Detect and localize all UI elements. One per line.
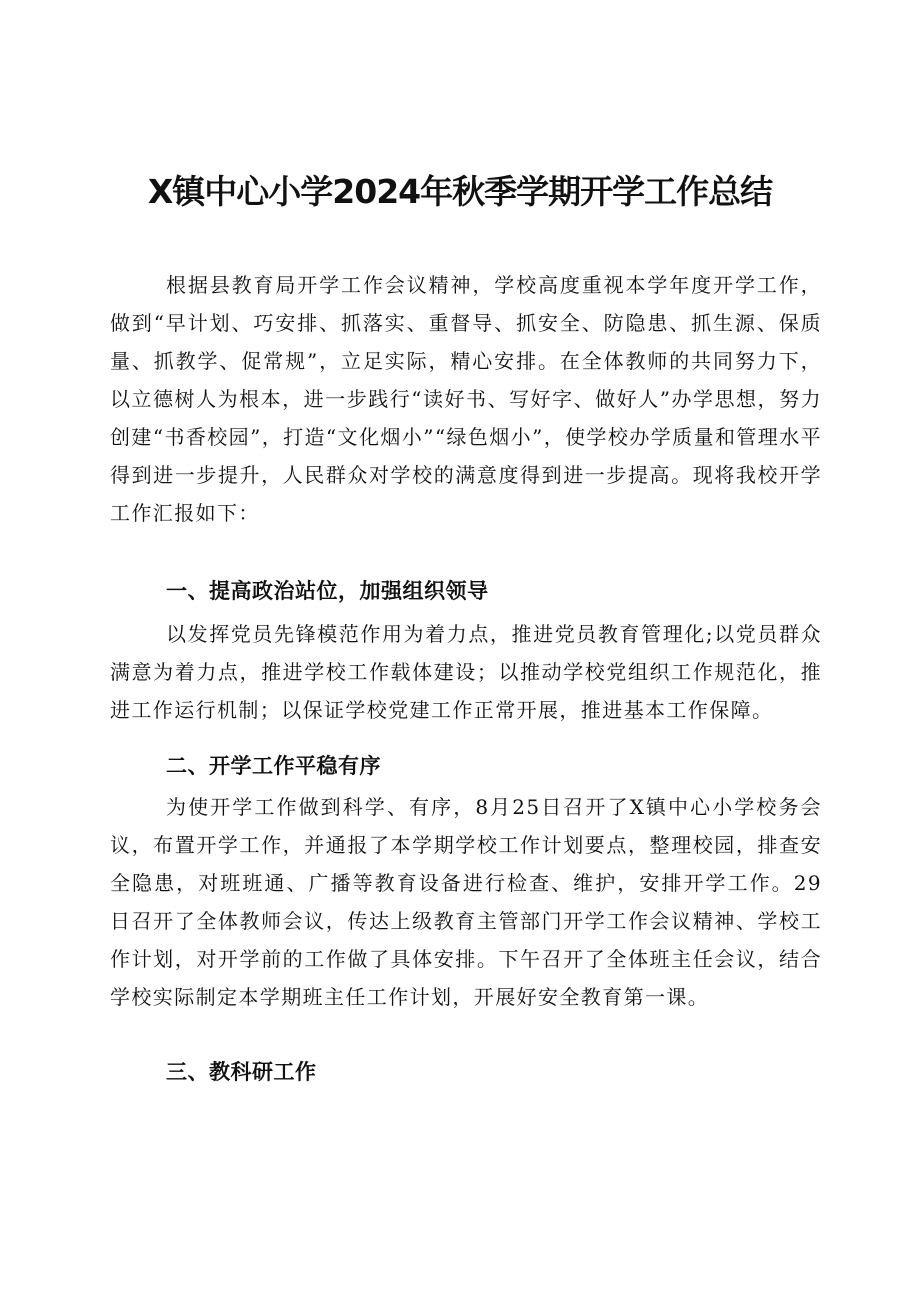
section-2-paragraph: 为使开学工作做到科学、有序，8月25日召开了X镇中心小学校务会议，布置开学工作，并通报了本学期学校工作计划要点，整理校园，排查安全隐患，对班班通、广播等教育设备进行检查、维护，安排开学工作。29日召开了全体教师会议，传达上级教育主管部门开学工作会议精神、学校工作计划，对开学前的工作做了具体安排。下午召开了全体班主任会议，结合学校实际制定本学期班主任工作计划，开展好安全教育第一课。: [110, 795, 822, 1009]
section-2-body: [110, 788, 822, 1016]
section-heading-1: 一、提高政治站位，加强组织领导: [166, 579, 489, 603]
section-1-body: [110, 615, 822, 729]
intro-section: [110, 266, 822, 532]
intro-paragraph: 根据县教育局开学工作会议精神，学校高度重视本学年度开学工作，做到“早计划、巧安排、抓落实、重督导、抓安全、防隐患、抓生源、保质量、抓教学、促常规”，立足实际，精心安排。在全体教师的共同努力下，以立德树人为根本，进一步践行“读好书、写好字、做好人”办学思想，努力创建“书香校园”，打造“文化烟小”“绿色烟小”，使学校办学质量和管理水平得到进一步提升，人民群众对学校的满意度得到进一步提高。现将我校开学工作汇报如下：: [110, 273, 822, 525]
document-title: X镇中心小学2024年秋季学期开学工作总结: [147, 172, 773, 211]
section-heading-3: 三、教科研工作: [166, 1060, 317, 1084]
section-1-paragraph: 以发挥党员先锋模范作用为着力点，推进党员教育管理化;以党员群众满意为着力点，推进学校工作载体建设；以推动学校党组织工作规范化，推进工作运行机制；以保证学校党建工作正常开展，推进基本工作保障。: [110, 622, 822, 722]
section-heading-2: 二、开学工作平稳有序: [166, 754, 381, 778]
